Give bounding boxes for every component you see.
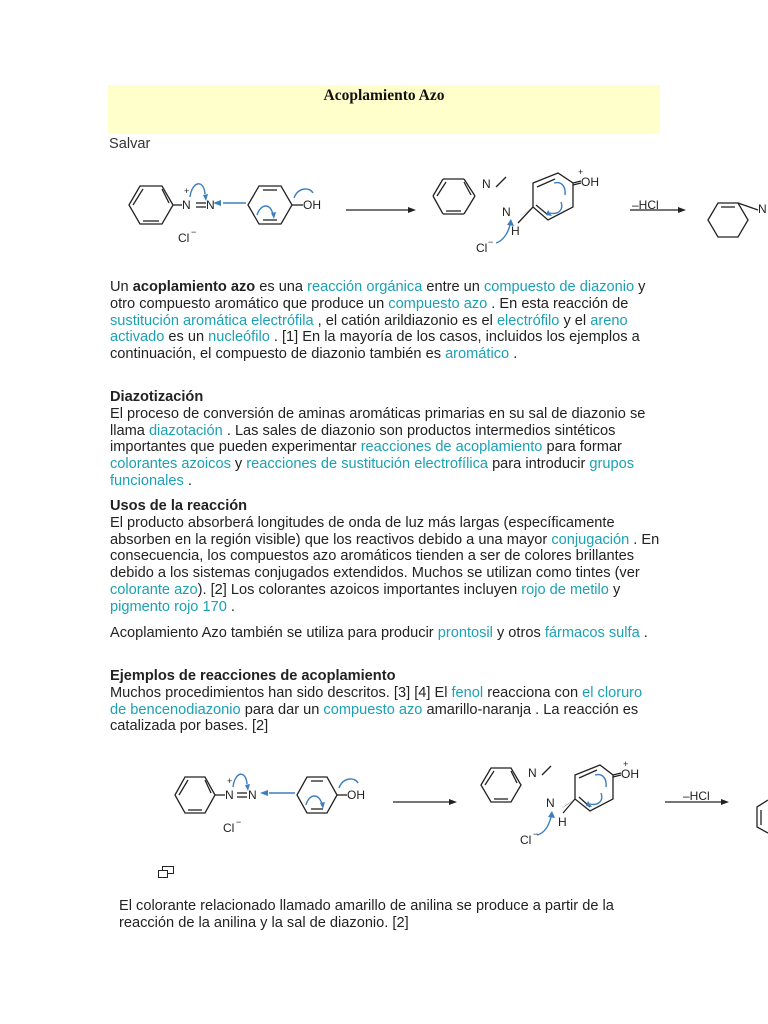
- heading-diazotizacion: Diazotización: [110, 389, 204, 405]
- scheme-minus: −: [191, 227, 197, 237]
- save-link[interactable]: Salvar: [109, 136, 151, 152]
- p1-text: entre un: [422, 279, 484, 295]
- link-electrofilo[interactable]: electrófilo: [496, 312, 560, 329]
- scheme2-oh: OH: [347, 788, 365, 802]
- link-diazotacion[interactable]: diazotación: [148, 422, 223, 439]
- link-grupos-funcionales[interactable]: grupos funcionales: [110, 456, 635, 489]
- link-colorantes-azoicos[interactable]: colorantes azoicos: [110, 456, 231, 473]
- scheme-int-oh: OH: [581, 175, 599, 189]
- closing-paragraph: [119, 898, 664, 932]
- scheme2-n-plus: N: [225, 788, 234, 802]
- scheme2-int-n1: N: [528, 766, 537, 780]
- link-compuesto-diazonio[interactable]: compuesto de diazonio: [483, 279, 635, 295]
- scheme-int-n1: N: [482, 177, 491, 191]
- scheme-product-n: N: [758, 202, 767, 216]
- p1-text: Un: [110, 279, 133, 295]
- s2-text: . Las sales de diazonio son productos intermedios sintéticos importantes que pueden experimentar: [110, 422, 616, 456]
- p1-text: .: [509, 346, 518, 363]
- s2-text: .: [183, 472, 192, 489]
- s5-text: reacciona con: [483, 684, 583, 701]
- s2-text: para introducir: [488, 456, 590, 473]
- section-ejemplos: [110, 668, 662, 735]
- scheme2-int-n2: N: [546, 796, 555, 810]
- scheme2-minus-hcl: –HCl: [683, 789, 710, 803]
- scheme2-int-minus: −: [533, 829, 539, 839]
- scheme-oh: OH: [303, 198, 321, 212]
- link-sustitucion-aromatica[interactable]: sustitución aromática electrófila: [110, 312, 314, 329]
- link-sustitucion-electrofilica[interactable]: reacciones de sustitución electrofílica: [246, 456, 489, 473]
- reaction-scheme-bottom: [165, 755, 768, 855]
- section-prontosil: [110, 625, 662, 642]
- link-prontosil[interactable]: prontosil: [437, 625, 493, 641]
- p1-text: . [1] En la mayoría de los casos, incluidos los ejemplos a continuación, el compuesto de diazonio también es: [110, 329, 640, 363]
- link-colorante-azo[interactable]: colorante azo: [110, 581, 198, 598]
- scheme2-n: N: [248, 788, 257, 802]
- scheme-cl: Cl: [178, 231, 190, 245]
- closing-text: El colorante relacionado llamado amarillo de anilina se produce a partir de la reacción de la anilina y la sal de diazonio. [2]: [119, 898, 614, 931]
- s5-text: para dar un: [240, 701, 324, 718]
- link-fenol[interactable]: fenol: [451, 684, 484, 701]
- scheme-int-n2: N: [502, 205, 511, 219]
- s4-text: y otros: [492, 625, 545, 641]
- link-cloruro-bencenodiazonio[interactable]: el cloruro de bencenodiazonio: [110, 684, 643, 718]
- link-nucleofilo[interactable]: nucleófilo: [208, 329, 270, 346]
- s2-text: para formar: [542, 439, 622, 456]
- expand-image-icon[interactable]: [158, 866, 174, 878]
- scheme2-int-plus: +: [623, 759, 629, 769]
- link-rojo-metilo[interactable]: rojo de metilo: [521, 581, 609, 598]
- link-areno-activado[interactable]: areno activado: [110, 312, 628, 346]
- scheme2-int-h: H: [558, 815, 567, 829]
- s5-text: Muchos procedimientos han sido descritos. [3] [4] El: [110, 684, 452, 701]
- s3-text: El producto absorberá longitudes de onda de luz más largas (específicamente absorben en la región visible) que los reactivos debido a una mayor: [110, 514, 615, 548]
- s5-text: amarillo-naranja . La reacción es catalizada por bases. [2]: [110, 701, 639, 735]
- scheme-plus-charge: +: [184, 186, 190, 196]
- scheme2-int-cl: Cl: [520, 833, 532, 847]
- s2-text: El proceso de conversión de aminas aromáticas primarias en su sal de diazonio se llama: [110, 405, 646, 439]
- link-compuesto-azo[interactable]: compuesto azo: [388, 295, 488, 312]
- s3-text: ). [2] Los colorantes azoicos importantes incluyen: [197, 581, 522, 598]
- scheme-n: N: [206, 198, 215, 212]
- page-title: Acoplamiento Azo: [323, 87, 445, 104]
- scheme-int-h: H: [511, 224, 520, 238]
- scheme-n-plus: N: [182, 198, 191, 212]
- section-diazotizacion: [110, 389, 662, 490]
- title-banner: [108, 85, 660, 134]
- reaction-scheme-top: [118, 165, 768, 265]
- heading-ejemplos: Ejemplos de reacciones de acoplamiento: [110, 668, 396, 684]
- s3-text: y: [608, 581, 621, 598]
- s3-text: .: [226, 598, 235, 615]
- link-conjugacion[interactable]: conjugación: [551, 531, 630, 548]
- p1-text: y otro compuesto aromático que produce un: [110, 279, 646, 312]
- scheme-int-plus: +: [578, 167, 584, 177]
- scheme2-cl: Cl: [223, 821, 235, 835]
- link-farmacos-sulfa[interactable]: fármacos sulfa: [544, 625, 640, 641]
- p1-text: , el catión arildiazonio es el: [313, 312, 497, 329]
- link-pigmento-rojo-170[interactable]: pigmento rojo 170: [110, 598, 227, 615]
- s4-text: Acoplamiento Azo también se utiliza para producir: [110, 625, 438, 641]
- section-usos: [110, 498, 662, 616]
- scheme2-minus: −: [236, 817, 242, 827]
- s3-text: . En consecuencia, los compuestos azo aromáticos tienden a ser de colores brillantes debido a los sistemas conjugados extendidos. Muchos se utilizan como tintes (ver: [110, 531, 660, 582]
- scheme-int-minus: −: [488, 237, 494, 247]
- scheme2-int-oh: OH: [621, 767, 639, 781]
- p1-text: . En esta reacción de: [487, 295, 629, 312]
- s4-text: .: [639, 625, 648, 641]
- p1-text: y el: [559, 312, 591, 329]
- scheme2-plus-charge: +: [227, 776, 233, 786]
- link-reaccion-organica[interactable]: reacción orgánica: [307, 279, 423, 295]
- intro-paragraph: [110, 279, 662, 363]
- heading-usos: Usos de la reacción: [110, 498, 248, 514]
- p1-text: es una: [255, 279, 308, 295]
- scheme-minus-hcl: –HCl: [632, 198, 659, 212]
- p1-bold-term: acoplamiento azo: [132, 279, 256, 295]
- link-aromatico[interactable]: aromático: [445, 346, 510, 363]
- s2-text: y: [230, 456, 247, 473]
- scheme-int-cl: Cl: [476, 241, 488, 255]
- link-compuesto-azo-2[interactable]: compuesto azo: [323, 701, 423, 718]
- p1-text: es un: [164, 329, 209, 346]
- link-reacciones-acoplamiento[interactable]: reacciones de acoplamiento: [360, 439, 543, 456]
